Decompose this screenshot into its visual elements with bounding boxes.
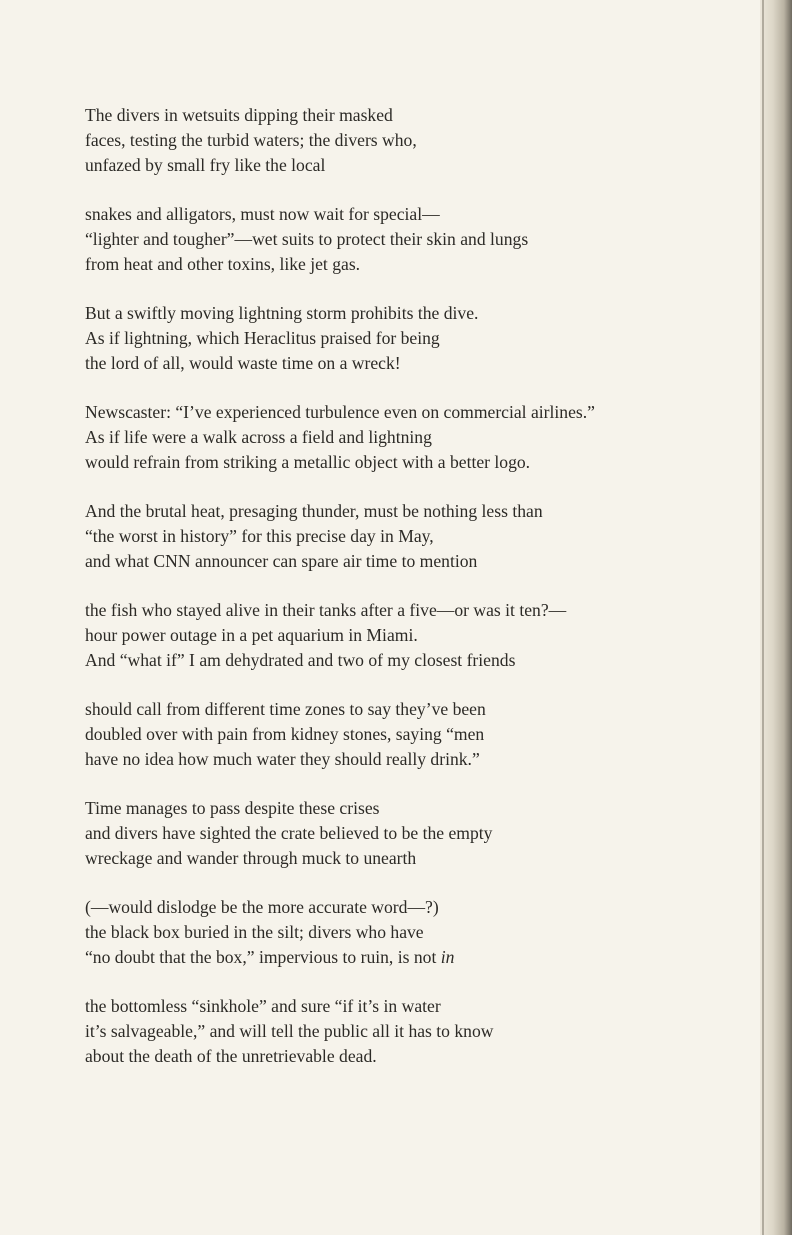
poem-line: about the death of the unretrievable dead. — [85, 1046, 377, 1066]
stanza-9 — [85, 895, 745, 970]
poem-line: snakes and alligators, must now wait for special— — [85, 204, 440, 224]
poem-line: would refrain from striking a metallic object with a better logo. — [85, 452, 531, 472]
stanza-8 — [85, 796, 745, 871]
stanza-10 — [85, 994, 745, 1069]
poem-line: And the brutal heat, presaging thunder, must be nothing less than — [85, 501, 543, 521]
book-gutter-shadow — [760, 0, 792, 1235]
poem-line: the fish who stayed alive in their tanks after a five—or was it ten?— — [85, 600, 567, 620]
stanza-1 — [85, 103, 745, 178]
poem-line: (—would dislodge be the more accurate word—?) — [85, 897, 439, 917]
poem-line: As if lightning, which Heraclitus praised for being — [85, 328, 440, 348]
poem-line: the lord of all, would waste time on a wreck! — [85, 353, 401, 373]
poem-line: the black box buried in the silt; divers who have — [85, 922, 424, 942]
poem-line: As if life were a walk across a field and lightning — [85, 427, 432, 447]
poem-line: faces, testing the turbid waters; the divers who, — [85, 130, 417, 150]
poem-line: have no idea how much water they should really drink.” — [85, 749, 480, 769]
stanza-7 — [85, 697, 745, 772]
stanza-5 — [85, 499, 745, 574]
poem-line: and divers have sighted the crate believed to be the empty — [85, 823, 493, 843]
stanza-2 — [85, 202, 745, 277]
poem-line: unfazed by small fry like the local — [85, 155, 326, 175]
italic-word: in — [440, 947, 455, 967]
poem-body — [85, 103, 745, 1093]
poem-line: from heat and other toxins, like jet gas. — [85, 254, 361, 274]
stanza-6 — [85, 598, 745, 673]
poem-line-with-italic — [85, 945, 745, 970]
stanza-4 — [85, 400, 745, 475]
poem-line: should call from different time zones to say they’ve been — [85, 699, 486, 719]
poem-line: But a swiftly moving lightning storm prohibits the dive. — [85, 303, 479, 323]
poem-line: hour power outage in a pet aquarium in Miami. — [85, 625, 418, 645]
poem-line: “lighter and tougher”—wet suits to protect their skin and lungs — [85, 229, 529, 249]
poem-line: and what CNN announcer can spare air time to mention — [85, 551, 478, 571]
poem-line-text: “no doubt that the box,” impervious to ruin, is not — [85, 947, 441, 967]
poem-line: wreckage and wander through muck to unearth — [85, 848, 417, 868]
poem-line: “the worst in history” for this precise day in May, — [85, 526, 434, 546]
poem-line: it’s salvageable,” and will tell the public all it has to know — [85, 1021, 494, 1041]
poem-line: And “what if” I am dehydrated and two of my closest friends — [85, 650, 516, 670]
poem-line: doubled over with pain from kidney stones, saying “men — [85, 724, 485, 744]
poem-line: Time manages to pass despite these crises — [85, 798, 380, 818]
page-edge — [762, 0, 764, 1235]
poem-line: the bottomless “sinkhole” and sure “if it’s in water — [85, 996, 441, 1016]
poem-line: The divers in wetsuits dipping their masked — [85, 105, 393, 125]
stanza-3 — [85, 301, 745, 376]
poem-line: Newscaster: “I’ve experienced turbulence even on commercial airlines.” — [85, 402, 595, 422]
